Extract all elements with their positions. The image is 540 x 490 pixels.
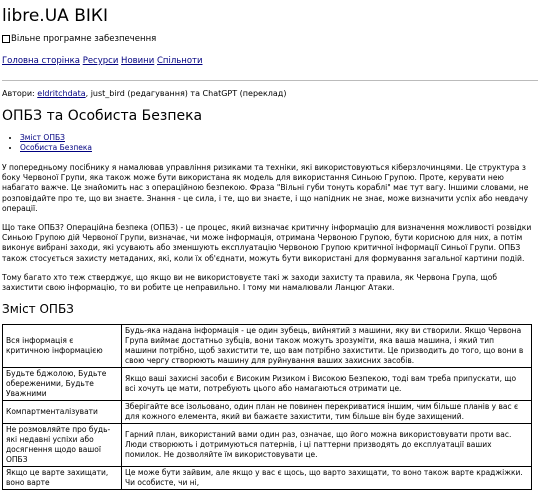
toc-item <box>20 133 538 143</box>
table-row <box>3 401 532 424</box>
table-row <box>3 368 532 401</box>
table-cell-value: Якщо ваші захисні засоби є Високим Ризиком і Високою Безпекою, тоді вам треба припускати, що всі хочуть це мати, потребують цього або намагаються отримати це. <box>122 368 532 401</box>
site-tagline <box>2 34 538 44</box>
table-cell-key: Якщо це варте захищати, воно варте <box>3 467 122 490</box>
main-nav <box>2 56 538 66</box>
nav-resources-link[interactable]: Ресурси <box>82 56 119 66</box>
table-of-contents <box>2 133 538 153</box>
paragraph: Що таке ОПБЗ? Операційна безпека (ОПБЗ) - це процес, який визначає критичну інформацію для визначення можливості розвідки Синьою Групою дій Червоної Групи, визначає, чи може інформація, отримана Червоною Групою, бути корисною для них, а потім виконує вибрані заходи, які усувають або зменшують експлуатацію Червоною Групою критичної інформації Синьої Групи. ОПБЗ також стосується захисту метаданих, які, коли їх об'єднати, можуть бути використані для формування загальної картини подій. <box>2 223 532 263</box>
author-link[interactable]: eldritchdata <box>37 89 86 98</box>
table-cell-value: Будь-яка надана інформація - це один зубець, вийнятий з машини, яку ви створили. Якщо Червона Група виймає достатньо зубців, вони також можуть зрозуміти, яка ваша машина, і який тип машини потрібно, щоб захистити те, що вам потрібно захистити. Це призводить до того, що вони в свою чергу створюють машину для руйнування ваших захисних засобів. <box>122 325 532 368</box>
authors-prefix: Автори: <box>2 89 35 98</box>
table-row <box>3 325 532 368</box>
table-cell-value: Гарний план, використаний вами один раз, означає, що його можна використовувати проти вас. Люди створюють і дотримуються патернів, і ці паттерни призводять до експлуатації ваших помилок. Не дозволяйте їм використовувати це. <box>122 424 532 467</box>
nav-news-link[interactable]: Новини <box>121 56 155 66</box>
paragraph: Тому багато хто теж стверджує, що якщо ви не використовуєте такі ж заходи захисту та правила, як Червона Група, щоб захистити свою інформацію, то ви робите це неправильно. І тому ми намалювали Ланцюг Атаки. <box>2 272 498 293</box>
table-cell-key: Вся інформація є критичною інформацією <box>3 325 122 368</box>
table-cell-key: Компартменталізувати <box>3 401 122 424</box>
opsec-table <box>2 324 532 490</box>
toc-item <box>20 143 538 153</box>
table-row <box>3 424 532 467</box>
table-cell-value: Зберігайте все ізольовано, один план не повинен перекриватися іншим, чим більше планів у вас є для кожного елемента, який ви бажаєте захистити, тим більше він буде захищений. <box>122 401 532 424</box>
divider <box>2 80 538 81</box>
nav-home-link[interactable]: Головна сторінка <box>2 56 80 66</box>
toc-link-personal-security[interactable]: Особиста Безпека <box>20 143 92 152</box>
tagline-text: Вільне програмне забезпечення <box>11 34 157 44</box>
table-cell-key: Не розмовляйте про будь-які недавні успіхи або досягнення щодо вашої ОПБЗ <box>3 424 122 467</box>
table-cell-value: Це може бути зайвим, але якщо у вас є щось, що варто захищати, то воно також варте краджіжки. Чи особисте, чи ні, <box>122 467 532 490</box>
paragraph: У попередньому посібнику я намалював управління ризиками та техніки, які використовуються кіберзлочинцями. Це структура з боку Червоної Групи, яка також може бути використана як модель для використання Синьою Групою. Проте, керувати нею набагато важче. Це знайомить нас з операційною безпекою. Фраза "Вільні губи тонуть кораблі" має тут вагу. Іншими словами, не розповідайте про те, що ви знаєте. Знання - це сила, і те, що ви знаєте, і що напідник не знає, може визначити успіх або невдачу операції. <box>2 163 529 213</box>
site-title[interactable]: libre.UA ВІКІ <box>2 6 108 26</box>
nav-communities-link[interactable]: Спільноти <box>156 56 203 66</box>
checkbox-icon <box>2 35 10 43</box>
authors-line <box>2 89 538 98</box>
authors-rest: , just_bird (редагування) та ChatGPT (переклад) <box>85 89 287 98</box>
article-title: ОПБЗ та Особиста Безпека <box>2 108 203 124</box>
section-heading: Зміст ОПБЗ <box>2 302 74 317</box>
toc-link-opsec[interactable]: Зміст ОПБЗ <box>20 133 65 142</box>
table-row <box>3 467 532 490</box>
table-cell-key: Будьте бджолою, Будьте обереженими, Будьте Уважними <box>3 368 122 401</box>
